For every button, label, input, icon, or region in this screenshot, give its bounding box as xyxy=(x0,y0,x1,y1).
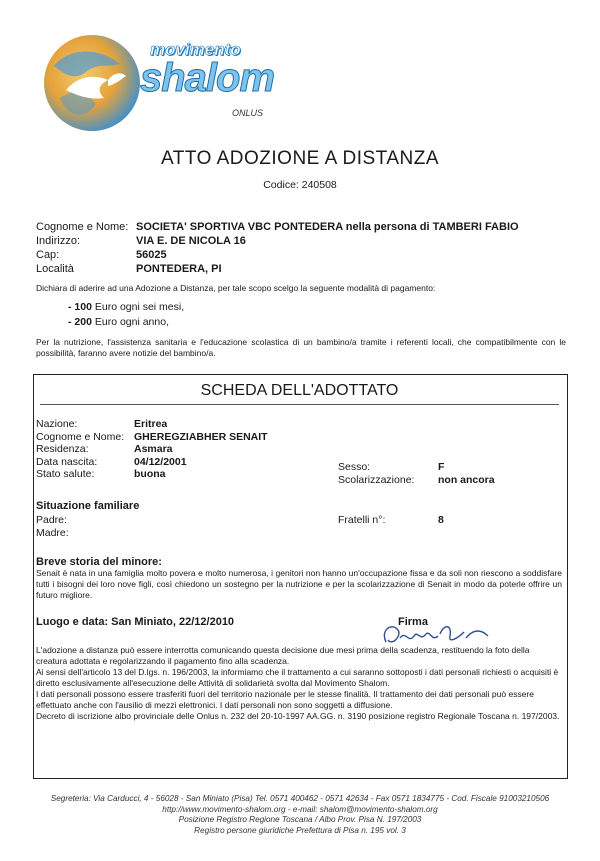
legal-note: Decreto di iscrizione albo provinciale delle Onlus n. 232 del 20-10-1997 AA.GG. n. 3190 posizione registro Regionale Toscana n. 197/2003. xyxy=(36,711,560,721)
adopter-cap-value: 56025 xyxy=(136,249,167,261)
footer-web: http://www.movimento-shalom.org - e-mail: shalom@movimento-shalom.org xyxy=(162,804,438,814)
document-code: Codice: 240508 xyxy=(263,179,337,191)
card-divider xyxy=(40,404,559,405)
adopter-address-value: VIA E. DE NICOLA 16 xyxy=(136,235,246,247)
purpose-text: Per la nutrizione, l'assistenza sanitaria e l'educazione scolastica di un bambino/a tramite i referenti locali, che compatibilmente con le possibilità, faranno avere notizie del bambino/a. xyxy=(36,337,566,358)
adopter-cap-row xyxy=(36,249,167,261)
health-value: buona xyxy=(134,468,166,480)
declaration-text: Dichiara di aderire ad una Adozione a Distanza, per tale scopo scelgo la seguente modalità di pagamento: xyxy=(36,283,436,293)
document-title: ATTO ADOZIONE A DISTANZA xyxy=(160,148,440,169)
legal-note: I dati personali possono essere trasferiti fuori del territorio nazionale per le stesse finalità. Il trattamento dei dati personali può essere effettuato anche con l'ausilio di mezzi elettronici. I dati personali non sono soggetti a diffusione. xyxy=(36,689,534,710)
schooling-label: Scolarizzazione: xyxy=(338,474,415,486)
birthdate-value: 04/12/2001 xyxy=(134,455,187,468)
adopter-name-value: SOCIETA' SPORTIVA VBC PONTEDERA nella persona di TAMBERI FABIO xyxy=(136,221,519,233)
story-heading: Breve storia del minore: xyxy=(36,556,162,568)
footer xyxy=(0,794,600,836)
adopter-city-label: Località xyxy=(36,263,74,275)
adoptee-details-right xyxy=(338,461,495,487)
residence-value: Asmara xyxy=(134,443,173,455)
payment-options xyxy=(68,300,184,330)
sex-label: Sesso: xyxy=(338,461,371,473)
legal-note: Ai sensi dell'articolo 13 del D.lgs. n. 196/2003, la informiamo che il trattamento a cui saranno sottoposti i dati personali richiesti o acquisiti è diretto esclusivamente all'esecuzione delle Attività di solidarietà svolta dal Movimento Shalom. xyxy=(36,667,559,688)
nation-label: Nazione: xyxy=(36,418,78,430)
family-heading: Situazione familiare xyxy=(36,500,140,512)
father-label: Padre: xyxy=(36,514,67,526)
health-label: Stato salute: xyxy=(36,468,95,480)
mother-label: Madre: xyxy=(36,527,69,539)
adopter-address-row xyxy=(36,235,246,247)
place-date: Luogo e data: San Miniato, 22/12/2010 xyxy=(36,616,235,628)
legal-note: L'adozione a distanza può essere interrotta comunicando questa decisione due mesi prima della scadenza, restituendo la foto della creatura adottata e regolarizzando il pagamento fino alla scadenza. xyxy=(36,645,530,666)
adoptee-name-value: GHEREGZIABHER SENAIT xyxy=(134,430,268,443)
logo-top-word: movimento xyxy=(150,40,241,59)
legal-notes xyxy=(36,645,562,722)
footer-prefecture: Registro persone giuridiche Prefettura di Pisa n. 195 vol. 3 xyxy=(194,825,406,835)
adoptee-name-label: Cognome e Nome: xyxy=(36,430,125,443)
adopter-city-value: PONTEDERA, PI xyxy=(136,263,222,275)
siblings-value: 8 xyxy=(438,514,444,526)
nation-value: Eritrea xyxy=(134,418,168,430)
residence-label: Residenza: xyxy=(36,443,89,455)
story-text: Senait è nata in una famiglia molto povera e molto numerosa, i genitori non hanno un'occupazione fissa e da soli non riescono a soddisfare tutti i bisogni dei loro nove figli, così chiedono un sostegno per la nutrizione e per la scolarizzazione di Senait in modo da poterle offrire un futuro migliore. xyxy=(36,568,562,600)
schooling-value: non ancora xyxy=(438,474,495,486)
parents xyxy=(36,514,69,540)
logo-onlus: ONLUS xyxy=(232,108,264,118)
birthdate-label: Data nascita: xyxy=(36,455,98,468)
adopter-cap-label: Cap: xyxy=(36,249,60,261)
movimento-shalom-logo xyxy=(38,28,278,138)
adoptee-details xyxy=(36,418,268,481)
footer-registry: Posizione Registro Regione Toscana / Albo Prov. Pisa N. 197/2003 xyxy=(178,815,422,824)
payment-option: - 100 Euro ogni sei mesi, xyxy=(68,301,185,313)
payment-option: - 200 Euro ogni anno, xyxy=(68,316,169,328)
logo-main-word: shalom xyxy=(140,56,275,100)
adopter-name-label: Cognome e Nome: xyxy=(36,221,129,233)
footer-address: Segreteria: Via Carducci, 4 - 56028 - San Miniato (Pisa) Tel. 0571 400462 - 0571 42634 - Fax 0571 1834775 - Cod. Fiscale 91003210506 xyxy=(50,794,550,803)
sex-value: F xyxy=(438,461,445,473)
adopter-name-row xyxy=(36,221,519,233)
adopter-address-label: Indirizzo: xyxy=(36,235,81,247)
siblings-row xyxy=(338,514,444,526)
signature-label: Firma xyxy=(398,616,428,628)
adoptee-card-title: SCHEDA DELL'ADOTTATO xyxy=(200,382,399,399)
adopter-city-row xyxy=(36,263,222,275)
siblings-label: Fratelli n°: xyxy=(338,514,386,526)
